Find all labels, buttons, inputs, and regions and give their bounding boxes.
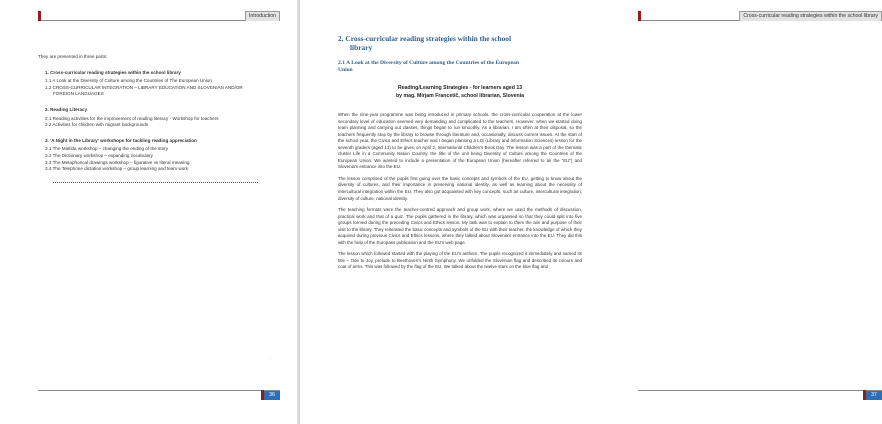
section-3 [38,138,278,173]
section-heading [338,60,582,74]
section-item: 2.2 Activities for children with migrant backgrounds [45,122,149,128]
section-title: 2. Reading Literacy [45,106,88,112]
section-heading-line: Union [338,67,353,73]
left-header-tab: Introduction [245,11,280,21]
chapter-heading-line: 2. Cross-curricular reading strategies within the school [338,34,512,43]
section-item: FOREIGN LANGUAGES [53,91,104,97]
left-footer-bar [38,390,280,399]
left-page [0,0,300,424]
section-2 [38,107,278,129]
section-item: 1.1 A Look at the Diversity of Culture among the Countries of The European Union [45,78,212,84]
chapter-heading-line: library [350,43,373,52]
section-item: 3.4 The Telephone dictation workshop – group learning and team work [45,166,189,172]
right-page-content [338,34,582,276]
header-accent-mark [638,11,641,21]
section-item: 1.2 CROSS-CURRICULAR INTEGRATION – LIBRARY EDUCATION AND SLOVENIAN AND/OR [45,84,243,90]
right-page-number: 37 [866,391,882,400]
body-paragraph: When the nine-year programme was being introduced in primary schools, the cross-curricular cooperation at the lower secondary level of education seemed very demanding and complicated to the teachers. However, when we started doing team planning and carrying out classes, things began to run smoothly. As a librarian, I am often at their disposal, so the teachers frequently stop by the library to browse through literature and, occasionally, discuss current issues. At the start of the school year, the Civics and Ethics teacher and I began planning a LIS (Library and Information Sciences) lesson for the seventh graders (aged 13) to be given on April 2, International Children's Book Day. The lesson was a part of the thematic cluster Life in a Community Nation Country, the title of the unit being Diversity of Culture among the Countries of the European Union. We wanted to include a presentation of the European Union (hereafter referred to as the "EU") and Slovenia's entrance into the EU. [338,112,582,170]
left-header-bar [38,11,280,21]
section-item: 3.1 The Matilda workshop – changing the ending of the story [45,146,169,152]
section-item: 3.2 The Dictionary workshop – expanding vocabulary [45,152,153,158]
right-header-bar [638,11,882,21]
right-footer-bar [638,390,882,399]
body-paragraph: The lesson comprised of the pupils first going over the basic concepts and symbols of the EU, getting to know about the diversity of cultures, and their importance in preserving national identity, as well as learning about the necessity of intercultural integration within the EU. They also got acquainted with key concepts, such as culture, intercultural integration, diversity of culture, national identity. [338,175,582,201]
body-paragraph: The lesson which followed started with the playing of the EU's anthem. The pupils recognized it immediately and named its title – Ode to Joy, prelude to Beethoven's Ninth Symphony. We unfolded the Slovenian flag and described its colours and coat of arms. This was followed by the flag of the EU. We talked about the twelve stars on the blue flag and [338,251,582,270]
dotted-divider [53,182,258,183]
subtitle: Reading/Learning Strategies - for learners aged 13 [397,85,523,91]
right-header-tab: Cross-curricular reading strategies within the school library [739,11,882,21]
stray-dot: . [270,356,272,361]
body-paragraph: The teaching formats were the teacher-centred approach and group work, where we used the methods of discussion, practical work and that of a quiz. The pupils gathered in the library, which was organised so that they could split into five groups formed during the preceding Civics and Ethics lesson. My task was to explain to them the aim and purpose of their visit to the library. They reiterated the basic concepts and symbols of the EU with their teacher, the knowledge of which they acquired during previous Civics and Ethics lessons, where they talked about Slovenia's entrance into the EU. They did this with the help of the Europass publication and the EU's web page. [338,207,582,245]
section-1 [38,70,278,98]
chapter-heading [338,34,582,52]
left-page-number: 36 [264,391,280,400]
section-title: 3. 'A Night in the Library' workshops for tackling reading appreciation [45,137,197,143]
section-heading-line: 2.1 A Look at the Diversity of Culture among the Countries of the European [338,60,519,66]
author-line: by mag. Mirjam Francetič, school librarian, Slovenia [396,93,524,99]
left-page-content [38,54,278,183]
intro-text: They are presented in three parts: [38,54,108,59]
section-item: 2.1 Reading activities for the improvement of reading literacy - Workshop for teachers [45,115,219,121]
section-title: 1. Cross-curricular reading strategies within the school library [45,69,181,75]
header-accent-mark [38,11,41,21]
section-item: 3.3 The Metaphorical drawings workshop – figurative vs literal meaning [45,159,190,165]
